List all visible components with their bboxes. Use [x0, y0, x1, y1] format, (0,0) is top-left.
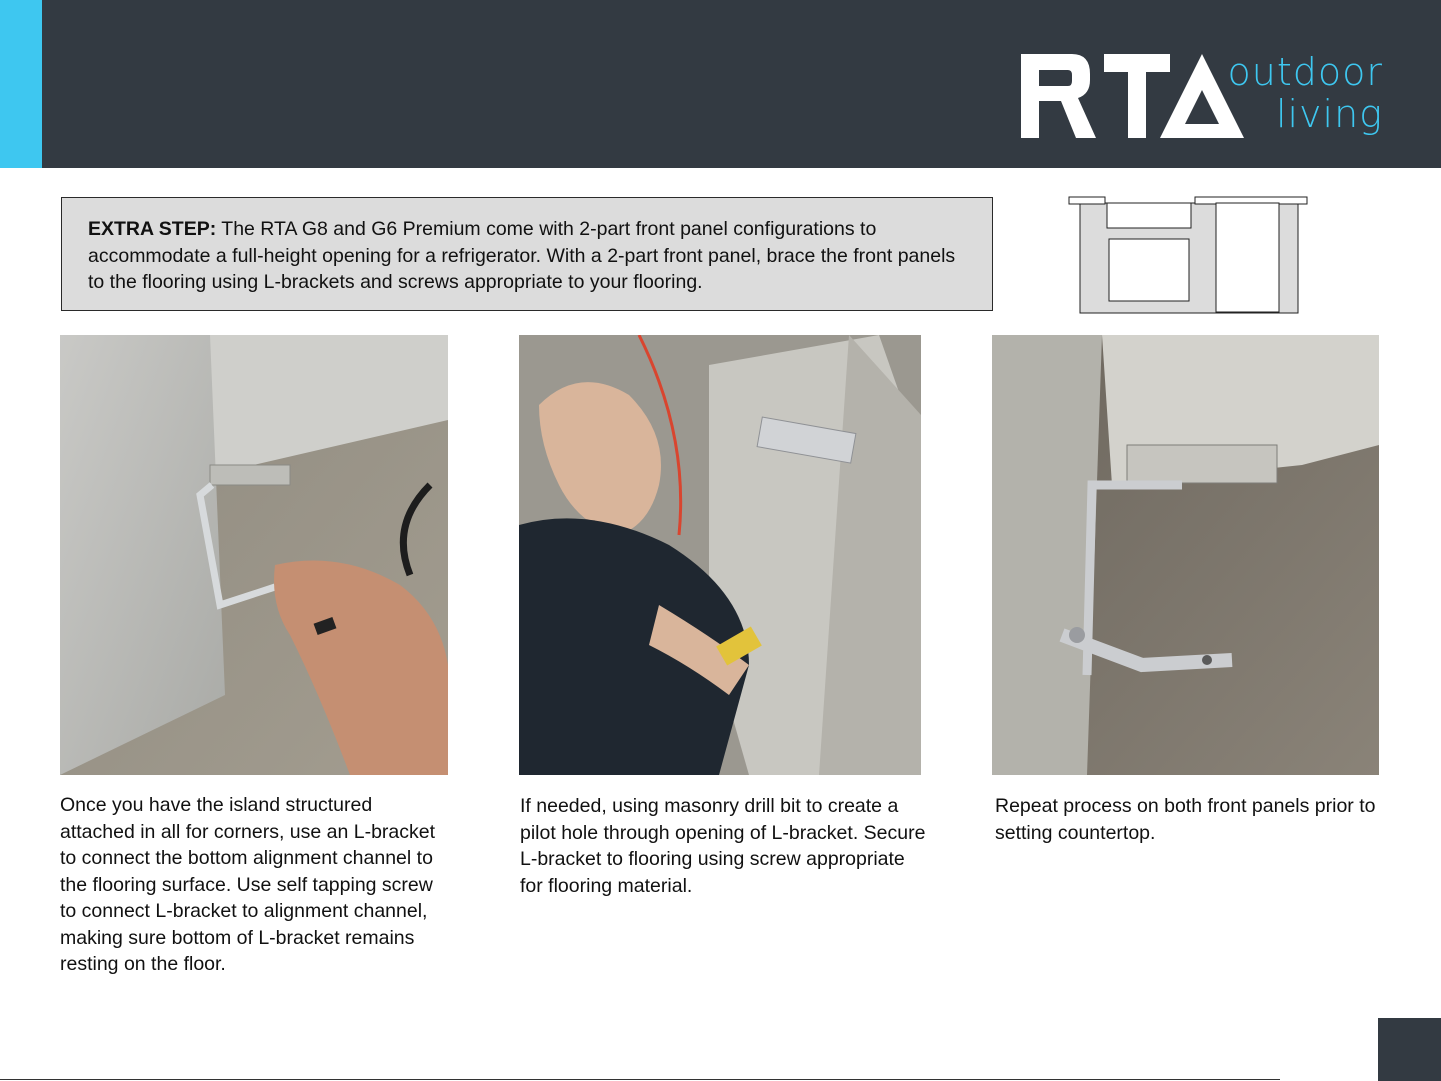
extra-step-note [61, 197, 993, 311]
step-photo-drilling-pilot-hole [519, 335, 921, 775]
footer-rule [0, 1079, 1280, 1080]
step-photo-l-bracket-placement [60, 335, 448, 775]
step-1-caption: Once you have the island structured attached in all for corners, use an L-bracket to connect the bottom alignment channel to the flooring surface. Use self tapping screw to connect L-bracket to alignment channel, making sure bottom of L-bracket remains resting on the floor. [60, 794, 436, 975]
step-photo-installed-bracket [992, 335, 1379, 775]
page-corner-block [1378, 1018, 1441, 1081]
extra-step-text: The RTA G8 and G6 Premium come with 2-part front panel configurations to accommodate a full-height opening for a refrigerator. With a 2-part front panel, brace the front panels to the flooring using L-brackets and screws appropriate to your flooring. [88, 218, 956, 293]
rta-logo-mark [1020, 50, 1250, 142]
extra-step-label: EXTRA STEP: [88, 218, 217, 240]
header-accent-stripe [0, 0, 42, 168]
logo-tagline-living: living [1275, 92, 1383, 136]
step-3-caption: Repeat process on both front panels prior to setting countertop. [995, 795, 1376, 844]
island-front-panel-diagram [1066, 195, 1311, 315]
step-2-caption: If needed, using masonry drill bit to create a pilot hole through opening of L-bracket. Secure L-bracket to flooring using screw appropriate for flooring material. [520, 795, 926, 897]
logo-tagline-outdoor: outdoor [1227, 50, 1383, 94]
